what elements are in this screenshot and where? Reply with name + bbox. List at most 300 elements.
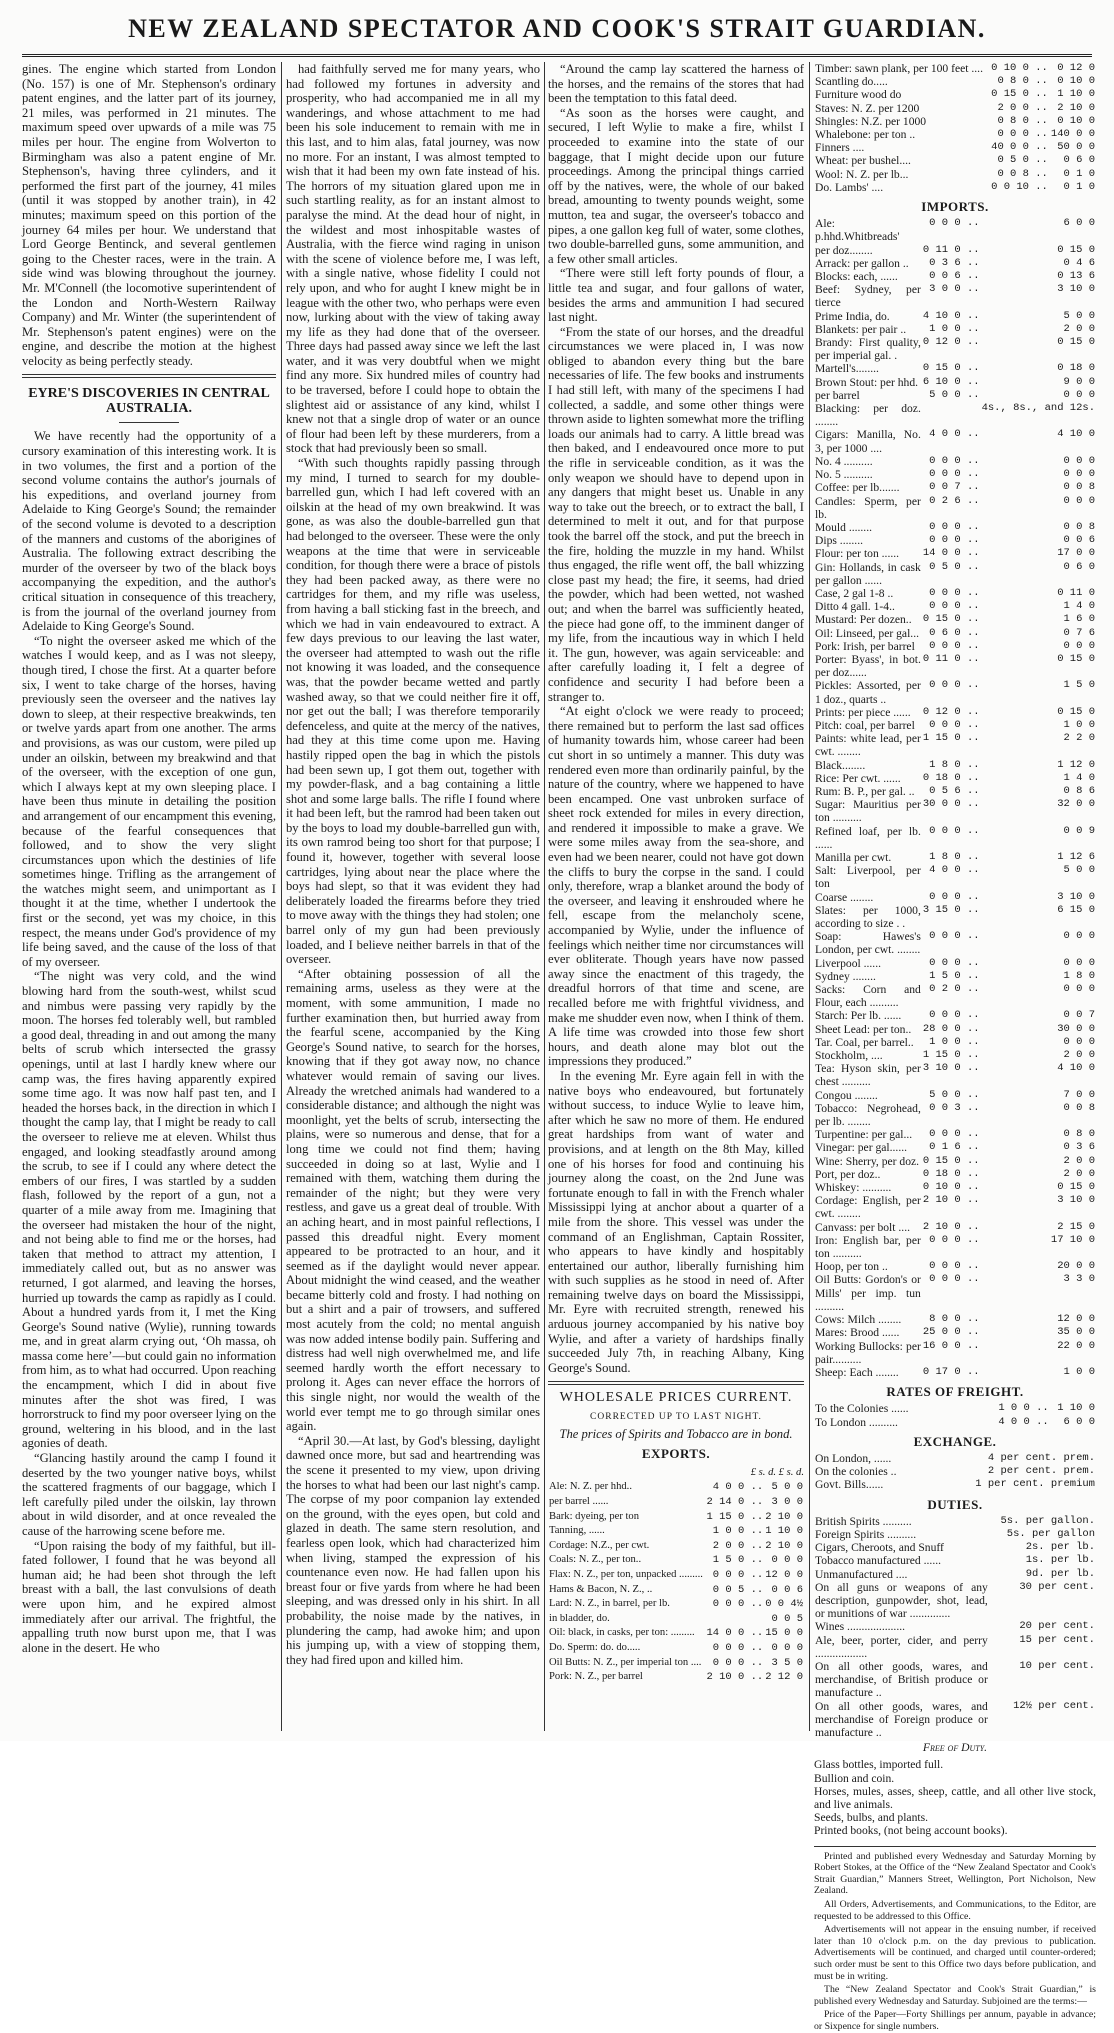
price-item: Paints: white lead, per cwt. ........: [815, 732, 921, 759]
price-item: Prints: per piece ......: [815, 705, 911, 719]
price-item: Rice: Per cwt. ......: [815, 771, 901, 785]
price-value: 2 per cent. prem.: [987, 1465, 1095, 1478]
price-item: Tobacco: Negrohead, per lb. ........: [815, 1101, 921, 1129]
price-value: 0 0 10 ..: [991, 180, 1048, 193]
price-value: 20 per cent.: [1019, 1620, 1095, 1633]
article-paragraph: “There were still left forty pounds of flour, a little tea and sugar, and four gallons of water, besides the arms and ammunition I had secured last night.: [548, 266, 804, 325]
price-item: Hams & Bacon, N. Z., ..: [549, 1583, 653, 1595]
price-item: Oil: black, in casks, per ton: .........: [549, 1627, 695, 1639]
wholesale-prices-title: WHOLESALE PRICES CURRENT.: [559, 1390, 793, 1406]
price-value: 30 0 0 ..: [922, 798, 980, 811]
price-row: [814, 679, 1096, 705]
price-value: 3 10 0: [1057, 1194, 1095, 1207]
price-value: 0 0 0 ..: [929, 1273, 980, 1286]
price-item: Oil Butts: N. Z., per imperial ton ....: [549, 1656, 702, 1668]
notice-paragraph: Advertisements will not appear in the ensuing number, if received later than 10 o'clock p.m. on the day previous to publication. Advertisements will be continued, and charged until counter-ordered; such order must be sent to this Office two days before publication, and must be in writing.: [814, 1924, 1096, 1982]
price-item: per doz........: [815, 243, 873, 257]
article-paragraph: “With such thoughts rapidly passing through my mind, I turned to search for my double-barrelled gun, which I had left covered with an oilskin at the head of my own breakwind. It was gone, as was also the double-barrelled gun that had belonged to the overseer. These were the only weapons at the time that were in serviceable condition, for though there were a brace of pistols they had been packed away, as there were no cartridges for them, and my rifle was useless, from having a ball sticking fast in the breech, and which we had in vain endeavoured to extract. A few days previous to our leaving the last water, the overseer had attempted to wash out the rifle not knowing it was loaded, and the consequence was, that the powder became wetted and partly washed away, so that we could neither fire it off, nor get out the ball; I was therefore temporarily defenceless, and quite at the mercy of the natives, had they at this time come upon me. Having hastily ripped open the bag in which the pistols had been sewn up, I got them out, together with my powder-flask, and a bag containing a little shot and some large balls. The rifle I found where it had been left, but the ramrod had been taken out by the boys to load my double-barrelled gun with, its own ramrod being too short for that purpose; I found it, however, together with several loose cartridges, lying about near the place where the boys had slept, so that it was evident they had deliberately loaded the firearms before they tried to move away with the things they had stolen; one barrel only of my gun had been previously loaded, and I believe neither barrels in that of the overseer.: [286, 456, 540, 967]
price-row: [814, 310, 1096, 323]
price-row: [814, 128, 1096, 141]
price-item: Martell's........: [815, 362, 879, 376]
price-value: 0 0 0: [1063, 468, 1095, 481]
price-row: [814, 1465, 1096, 1478]
price-item: Port, per doz..: [815, 1167, 881, 1181]
price-value: 4s., 8s., and 12s.: [981, 402, 1095, 415]
price-value: 1 15 0 ..: [922, 1049, 980, 1062]
price-value: 1 15 0 ..: [706, 1510, 764, 1523]
price-item: Salt: Liverpool, per ton: [815, 864, 921, 891]
price-value: 0 0 0 ..: [929, 890, 980, 903]
column-divider: [281, 62, 282, 1731]
price-item: To London ..........: [815, 1415, 898, 1429]
wholesale-prices-note: The prices of Spirits and Tobacco are in bond.: [559, 1426, 793, 1441]
price-row: [548, 1670, 804, 1685]
price-value: 1 8 0 ..: [929, 850, 980, 863]
price-row: [814, 1260, 1096, 1273]
price-value: 4 10 0: [1057, 428, 1095, 441]
wholesale-prices-subtitle: CORRECTED UP TO LAST NIGHT.: [590, 1412, 762, 1423]
price-value: 1 15 0 ..: [922, 732, 980, 745]
price-item: Sugar: Mauritius per ton ..........: [815, 798, 921, 825]
price-item: Candles: Sperm, per lb.: [815, 494, 921, 521]
price-item: Ale, beer, porter, cider, and perry ..................: [815, 1633, 988, 1660]
price-row: [814, 402, 1096, 428]
price-value: 0 7 6: [1063, 626, 1095, 639]
price-row: [814, 1528, 1096, 1541]
price-item: Porter: Byass', in bot. per doz......: [815, 652, 921, 680]
price-item: Arrack: per gallon ..: [815, 256, 909, 270]
price-row: [548, 1480, 804, 1495]
price-value: 0 15 0 ..: [922, 613, 980, 626]
price-item: Wine: Sherry, per doz.: [815, 1154, 920, 1168]
price-row: [814, 1128, 1096, 1141]
price-value: 2 10 0: [1057, 101, 1095, 114]
price-value: 14 0 0 ..: [922, 547, 980, 560]
price-item: Do. Sperm: do. do.....: [549, 1641, 641, 1653]
price-row: [548, 1641, 804, 1656]
price-value: 35 0 0: [1057, 1326, 1095, 1339]
price-value: 20 0 0: [1057, 1260, 1095, 1273]
price-row: [548, 1612, 804, 1627]
price-row: [548, 1510, 804, 1525]
price-row: [814, 1554, 1096, 1567]
price-value: 2 10 0: [765, 1539, 803, 1552]
price-value: 0 0 0 ..: [929, 468, 980, 481]
price-item: Scantling do.....: [815, 75, 888, 89]
price-row: [814, 75, 1096, 88]
price-row: [814, 1221, 1096, 1234]
price-value: 1 per cent. premium: [975, 1478, 1095, 1491]
price-row: [814, 851, 1096, 864]
price-value: 0 11 0 ..: [922, 243, 980, 256]
price-row: [814, 772, 1096, 785]
price-value: 3 3 0: [1063, 1273, 1095, 1286]
price-value: 3 5 0: [771, 1656, 803, 1669]
price-item: British Spirits ..........: [815, 1514, 912, 1528]
column-divider: [544, 62, 545, 1731]
price-value: 0 13 6: [1057, 270, 1095, 283]
column-2: [286, 62, 540, 1731]
price-value: 15 per cent.: [1019, 1633, 1095, 1646]
price-value: 0 15 0 ..: [922, 362, 980, 375]
price-value: 0 1 6 ..: [929, 1141, 980, 1154]
price-value: 0 6 0: [1063, 154, 1095, 167]
price-item: Stockholm, ....: [815, 1049, 883, 1063]
price-value: 0 0 0: [1063, 983, 1095, 996]
price-row: [814, 1313, 1096, 1326]
free-item: Glass bottles, imported full.: [814, 1758, 944, 1772]
price-item: Foreign Spirits ..........: [815, 1527, 917, 1541]
price-row: [814, 1062, 1096, 1088]
price-row: [814, 1402, 1096, 1415]
price-item: To the Colonies ......: [815, 1402, 909, 1416]
price-value: 0 10 0 ..: [991, 62, 1048, 74]
price-row: [814, 957, 1096, 970]
price-row: [814, 891, 1096, 904]
price-value: 0 0 5: [771, 1612, 803, 1625]
price-value: 0 0 0 ..: [929, 824, 980, 837]
article-paragraph: “At eight o'clock we were ready to proceed; there remained but to perform the last sad offices of humanity towards him, whose career had been cut short in so untimely a manner. This duty was rendered even more than ordinarily painful, by the nature of the country, where we happened to have been encamped. One vast unbroken surface of sheet rock extended for miles in every direction, and rendered it impossible to make a grave. We were some miles away from the sea-shore, and even had we been nearer, could not have got down the cliffs to bury the corpse in the sand. I could only, therefore, wrap a blanket around the body of the overseer, and leaving it enshrouded where he fell, escape from the melancholy scene, accompanied by Wylie, under the influence of feelings which neither time nor circumstances will ever obliterate. Though years have now passed away since the enactment of this tragedy, the dreadful horrors of that time and scene, are recalled before me with frightful vividness, and make me shudder even now, when I think of them. A life time was crowded into those few short hours, and death alone may blot out the impressions they produced.”: [548, 704, 804, 1069]
price-item: Wines ....................: [815, 1620, 906, 1634]
price-value: 6 15 0: [1057, 903, 1095, 916]
free-item: Seeds, bulbs, and plants.: [814, 1811, 928, 1825]
price-row: [814, 1634, 1096, 1660]
imports-title: IMPORTS.: [921, 199, 989, 215]
price-value: 1 0 0 ..: [998, 1402, 1049, 1415]
price-value: 3 10 0 ..: [922, 1062, 980, 1075]
price-value: 0 0 0: [1063, 930, 1095, 943]
price-item: Furniture wood do: [815, 88, 902, 102]
article-paragraph: “Glancing hastily around the camp I found it deserted by the two younger native boys, whilst the scattered fragments of our baggage, which I left carefully piled under the oilskin, lay thrown about in wild disorder, and at once revealed the cause of the harrowing scene before me.: [22, 1451, 276, 1538]
price-value: 0 18 0: [1057, 362, 1095, 375]
price-row: [548, 1656, 804, 1671]
price-value: 9d. per lb.: [1025, 1567, 1095, 1580]
price-row: [814, 640, 1096, 653]
price-value: 0 0 3 ..: [929, 1101, 980, 1114]
price-item: Ditto 4 gall. 1-4..: [815, 600, 895, 614]
price-value: 0 11 0: [1057, 586, 1095, 599]
price-row: [814, 1168, 1096, 1181]
article-paragraph: “The night was very cold, and the wind blowing hard from the south-west, whilst scud and nimbus were passing very rapidly by the moon. The horses fed tolerably well, but rambled a good deal, threading in and out among the many belts of scrub which intersected the grassy openings, until at last I hardly knew where our camp was, the fires having apparently expired some time ago. It was now half past ten, and I headed the horses back, in the direction in which I thought the camp lay, that I might be ready to call the overseer to relieve me at eleven. Whilst thus engaged, and looking steadfastly around among the scrub, to see if I could any where detect the embers of our fires, I was startled by a sudden flash, followed by the report of a gun, not a quarter of a mile away from me. Imagining that the overseer had mistaken the hour of the night, and not being able to find me or the horses, had taken that method to attract my attention, I immediately called out, but as no answer was returned, I got alarmed, and leaving the horses, hurried up towards the camp as rapidly as I could. About a hundred yards from it, I met the King George's Sound native (Wylie), running towards me, and in great alarm crying out, ‘Oh massa, oh massa come here’—but could gain no information from him, as to what had occurred. Upon reaching the encampment, which I did in about five minutes after the shot was fired, I was horrorstruck to find my poor overseer lying on the ground, weltering in his blood, and in the last agonies of death.: [22, 969, 276, 1451]
column-1: [22, 62, 276, 1731]
price-item: Liverpool ......: [815, 956, 882, 970]
price-row: [814, 115, 1096, 128]
price-row: [814, 732, 1096, 758]
price-value: 140 0 0: [1050, 128, 1095, 141]
price-row: [814, 1141, 1096, 1154]
article-body-continued: [286, 62, 540, 1667]
price-row: [814, 181, 1096, 194]
price-value: 3 0 0 ..: [929, 283, 980, 296]
price-value: 0 0 8: [1063, 481, 1095, 494]
article-paragraph: “To night the overseer asked me which of the watches I would keep, and as I was not sleepy, though tired, I chose the first. At a quarter before six, I went to take charge of the horses, having previously seen the overseer and the natives lay down to sleep, at their respective breakwinds, ten or twelve yards apart from one another. The arms and provisions, as was our custom, were piled up under an oilskin, between my breakwind and that of the overseer, with the exception of one gun, which I always kept at my own sleeping place. I have been thus minute in detailing the position and arrangement of our encampment this evening, because of the fearful consequences that followed, and to show the very slight circumstances upon which the destinies of life sometimes hinge. Trifling as the arrangement of the watches might seem, and unimportant as I thought it at the time, whether I undertook the first or the second, yet was my choice, in this respect, the means under God's providence of my life being saved, and the cause of the loss of that of my overseer.: [22, 633, 276, 969]
price-item: Wool: N. Z. per lb...: [815, 167, 909, 181]
price-item: Blacking: per doz. ........: [815, 402, 921, 429]
price-item: Mould ........: [815, 520, 873, 534]
price-item: per barrel ......: [549, 1496, 609, 1507]
price-value: 0 0 0 ..: [929, 217, 980, 230]
article-paragraph: “Upon raising the body of my faithful, but ill-fated follower, I found that he was beyond all human aid; he had been shot through the left breast with a ball, the last convulsions of death were upon him, and he expired almost immediately after our arrival. The frightful, the appalling truth now burst upon me, that I was alone in the desert. He who: [22, 1538, 276, 1655]
price-row: [814, 455, 1096, 468]
price-row: [814, 1023, 1096, 1036]
price-value: 1 5 0 ..: [712, 1554, 764, 1567]
price-row: [814, 653, 1096, 679]
price-value: 0 0 0 ..: [929, 454, 980, 467]
price-value: 4 0 0 ..: [929, 428, 980, 441]
price-item: Prime India, do.: [815, 309, 890, 323]
article-body-continued: [548, 62, 804, 1375]
price-item: Govt. Bills......: [815, 1478, 884, 1492]
price-value: 0 15 0 ..: [922, 1154, 980, 1167]
price-row: [814, 1581, 1096, 1621]
price-value: 0 0 0: [1063, 454, 1095, 467]
price-item: Whalebone: per ton ..: [815, 128, 916, 142]
price-value: 0 17 0 ..: [922, 1365, 980, 1378]
price-row: [814, 62, 1096, 75]
price-item: Canvass: per bolt ....: [815, 1220, 910, 1234]
price-item: Cordage: English, per cwt. ........: [815, 1194, 921, 1221]
price-row: [814, 561, 1096, 587]
column-3: [548, 62, 804, 1731]
price-value: 1 12 6: [1057, 850, 1095, 863]
price-item: Timber: sawn plank, per 100 feet ....: [815, 62, 983, 75]
price-value: 0 0 0 ..: [929, 1128, 980, 1141]
price-value: 0 5 6 ..: [929, 784, 980, 797]
price-value: 0 1 0: [1063, 167, 1095, 180]
price-value: 0 2 0 ..: [929, 983, 980, 996]
price-value: 1 0 0: [1063, 718, 1095, 731]
price-item: Sheet Lead: per ton..: [815, 1022, 912, 1036]
price-value: 5s. per gallon: [1006, 1527, 1095, 1540]
price-item: Tea: Hyson skin, per chest ..........: [815, 1062, 921, 1089]
price-row: [548, 1495, 804, 1510]
price-item: Cigars: Manilla, No. 3, per 1000 ....: [815, 428, 921, 455]
price-row: [814, 904, 1096, 930]
price-item: On the colonies ..: [815, 1465, 897, 1479]
price-item: Refined loaf, per lb. ......: [815, 824, 921, 851]
price-value: 6 0 0: [1063, 217, 1095, 230]
price-item: Flour: per ton ......: [815, 547, 900, 561]
price-item: On all other goods, wares, and merchandise, of British produce or manufacture ..: [815, 1659, 988, 1700]
price-value: 8 0 0 ..: [929, 1313, 980, 1326]
price-row: [814, 1700, 1096, 1740]
price-value: 0 15 0: [1057, 705, 1095, 718]
price-item: Unmanufactured ....: [815, 1567, 908, 1581]
price-value: 0 15 0: [1057, 336, 1095, 349]
price-row: [814, 785, 1096, 798]
price-row: [814, 1340, 1096, 1366]
price-value: 0 0 0: [771, 1641, 803, 1654]
price-item: Coffee: per lb.......: [815, 481, 900, 495]
price-value: 1 4 0: [1063, 600, 1095, 613]
price-row: [814, 376, 1096, 389]
publication-notice: [814, 1846, 1096, 2033]
price-value: 25 0 0 ..: [922, 1326, 980, 1339]
price-item: in bladder, do.: [549, 1612, 610, 1624]
price-value: 14 0 0 ..: [706, 1627, 764, 1640]
price-value: 0 0 6: [1063, 534, 1095, 547]
price-row: [814, 336, 1096, 362]
price-value: 0 15 0: [1057, 652, 1095, 665]
price-value: 28 0 0 ..: [922, 1022, 980, 1035]
headline-rule: [119, 422, 179, 423]
price-value: [922, 402, 981, 428]
article-paragraph: “Around the camp lay scattered the harness of the horses, and the remains of the stores that had been the temptation to this fatal deed.: [548, 62, 804, 106]
price-item: per barrel: [815, 388, 860, 402]
price-item: Lard: N. Z., in barrel, per lb.: [549, 1598, 670, 1610]
article-paragraph: We have recently had the opportunity of a cursory examination of this interesting work. It is in two volumes, the first and a portion of the second volume contains the author's journals of his expeditions, and overland journey from Adelaide to King George's Sound; the remainder of the second volume is devoted to a description of the manners and customs of the aborigines of Australia. The following extract describing the murder of the overseer by two of the black boys accompanying the expedition, and the author's critical situation in consequence of this treachery, is from the journal of the overland journey from Adelaide to King George's Sound.: [22, 429, 276, 634]
price-value: 2 10 0 ..: [922, 1194, 980, 1207]
price-item: Staves: N. Z. per 1200: [815, 101, 920, 115]
price-value: 0 0 0: [1063, 494, 1095, 507]
price-value: 1 5 0 ..: [929, 969, 980, 982]
price-item: Slates: per 1000, according to size . .: [815, 903, 921, 930]
price-item: Whiskey: ..........: [815, 1181, 892, 1195]
price-row: [814, 1155, 1096, 1168]
price-row: [814, 1089, 1096, 1102]
price-item: Pork: Irish, per barrel: [815, 639, 915, 653]
price-value: 1 10 0: [1057, 88, 1095, 101]
price-value: 2 0 0 ..: [997, 101, 1048, 114]
price-row: [814, 1366, 1096, 1379]
price-value: 0 0 0: [771, 1554, 803, 1567]
article-body: [22, 429, 276, 1655]
price-value: 0 10 0: [1057, 75, 1095, 88]
price-item: Starch: Per lb. ......: [815, 1009, 902, 1023]
price-row: [814, 706, 1096, 719]
price-item: On all guns or weapons of any description, gunpowder, shot, lead, or munitions of war ..............: [815, 1580, 988, 1621]
price-item: Mustard: Per dozen..: [815, 613, 912, 627]
price-item: Beef: Sydney, per tierce: [815, 283, 921, 310]
column-divider: [809, 62, 810, 1731]
article-paragraph: “April 30.—At last, by God's blessing, daylight dawned once more, but sad and heartrending was the scene it presented to my view, upon driving the horses to what had been our last night's camp. The corpse of my poor companion lay extended on the ground, with the eyes open, but cold and glazed in death. The same stern resolution, and fearless open look, which had characterized him when living, stamped the expression of his countenance even now. He had fallen upon his breast four or five yards from where he had been sleeping, and was dressed only in his shirt. In all probability, the noise made by the natives, in plundering the camp, had awoke him; and upon his jumping up, with a view of stopping them, they had fired upon and killed him.: [286, 1433, 540, 1667]
price-item: Coals: N. Z., per ton..: [549, 1554, 642, 1566]
price-value: 2 14 0 ..: [706, 1496, 764, 1508]
price-row: [814, 257, 1096, 270]
price-value: 1 12 0: [1057, 758, 1095, 771]
price-row: [814, 719, 1096, 732]
price-value: 5 0 0: [771, 1481, 803, 1494]
price-value: 2 10 0 ..: [922, 1220, 980, 1233]
price-item: Blankets: per pair ..: [815, 322, 907, 336]
price-row: [814, 534, 1096, 547]
price-item: Soap: Hawes's London, per cwt. ........: [815, 930, 921, 957]
imports-table: [814, 217, 1096, 1379]
price-value: 0 0 8: [1063, 1101, 1095, 1114]
price-value: 0 0 0 ..: [929, 586, 980, 599]
price-item: Bark: dyeing, per ton: [549, 1510, 640, 1522]
price-value: 0 0 8 ..: [997, 167, 1048, 180]
price-value: 12½ per cent.: [1013, 1699, 1095, 1712]
price-item: Tobacco manufactured ......: [815, 1554, 942, 1568]
price-item: Sydney ........: [815, 969, 876, 983]
price-row: [814, 102, 1096, 115]
price-item: Hoop, per ton ..: [815, 1260, 888, 1274]
price-value: 1s. per lb.: [1025, 1554, 1095, 1567]
price-row: [814, 1620, 1096, 1633]
price-item: Black........: [815, 758, 866, 772]
price-row: [814, 1541, 1096, 1554]
price-value: 7 0 0: [1063, 1088, 1095, 1101]
price-value: 0 11 0 ..: [922, 652, 980, 665]
price-value: 12 0 0: [765, 1568, 803, 1581]
price-value: 0 15 0: [1057, 1181, 1095, 1194]
exchange-title: EXCHANGE.: [913, 1433, 997, 1449]
price-row: [814, 600, 1096, 613]
price-item: Dips ........: [815, 534, 863, 548]
price-value: 0 3 6 ..: [929, 256, 980, 269]
price-item: Ale: N. Z. per hhd..: [549, 1481, 632, 1493]
price-value: 0 0 0 ..: [929, 520, 980, 533]
price-item: Case, 2 gal 1-8 ..: [815, 586, 894, 600]
article-paragraph: “From the state of our horses, and the dreadful circumstances we were placed in, I was now obliged to abandon every thing but the bare necessaries of life. The few books and instruments I had still left, with many of the specimens I had collected, a saddle, and some other things were thrown aside to lighten somewhat more the trifling loads our animals had to carry. A little bread was then baked, and I endeavoured once more to put the rifle in serviceable condition, as it was the only weapon we should have to depend upon in any dangers that might beset us. Unable in any way to take out the breech, or to extract the ball, I determined to melt it out, and for that purpose took the barrel off the stock, and put the breech in the fire, holding the muzzle in my hand. Whilst thus engaged, the rifle went off, the ball whizzing close past my head; the fire, it seems, had dried the powder, which had been wetted, not washed out; and when the barrel was sufficiently heated, the piece had gone off, to the imminent danger of my life, from the incautious way in which I held it. The gun, however, was again serviceable: and after carefully loading it, I felt a degree of confidence and security I had before been a stranger to.: [548, 324, 804, 704]
price-item: Tanning, ......: [549, 1525, 605, 1537]
price-value: 0 0 0: [1063, 1035, 1095, 1048]
price-value: 2s. per lb.: [1025, 1541, 1095, 1554]
railway-article-tail: gines. The engine which started from London (No. 157) is one of Mr. Stephenson's ordinary patent engines, and the latter part of its journey, 21 miles, was performed in 21 minutes. The maximum speed over upwards of a mile was 75 miles per hour. The engine from Wolverton to Birmingham was also a patent engine of Mr. Stephenson's, having three cylinders, and it performed the first part of the journey, 41 miles (until it was stopped by another train), in 42 minutes; maximum speed on this portion of the journey 64 miles per hour. We understand that Lord George Bentinck, and several gentlemen going to the Chester races, were in the train. A side wind was blowing throughout the journey. Mr. M'Connell (the locomotive superintendent of the London and North-Western Railway Company) and Mr. Winter (the superintendent of Mr. Stephenson's patent engines) were on the engine, and describe the motion at the highest velocity as being perfectly steady.: [22, 62, 276, 368]
price-row: [814, 983, 1096, 1009]
freight-title: RATES OF FREIGHT.: [886, 1384, 1024, 1400]
price-row: [814, 547, 1096, 560]
price-value: 0 0 0 ..: [929, 1260, 980, 1273]
masthead: NEW ZEALAND SPECTATOR AND COOK'S STRAIT GUARDIAN.: [128, 14, 986, 43]
price-row: [814, 1102, 1096, 1128]
price-value: 0 0 6: [771, 1583, 803, 1596]
price-value: 1 0 0 ..: [712, 1525, 764, 1538]
price-value: 9 0 0: [1063, 375, 1095, 388]
price-value: 0 0 7: [1063, 1009, 1095, 1022]
price-item: Brown Stout: per hhd.: [815, 375, 919, 389]
price-value: 0 8 0: [1063, 1128, 1095, 1141]
price-item: Do. Lambs' ....: [815, 180, 884, 194]
price-value: 2 10 0: [765, 1510, 803, 1523]
price-value: 2 0 0: [1063, 1154, 1095, 1167]
price-value: 6 0 0: [1063, 1415, 1095, 1428]
price-row: [814, 825, 1096, 851]
column-4: [814, 62, 1096, 2032]
price-item: Cows: Milch ........: [815, 1313, 902, 1327]
price-value: 0 0 0 ..: [929, 534, 980, 547]
article-paragraph: In the evening Mr. Eyre again fell in with the native boys who endeavoured, but fortunately without success, to induce Wylie to leave him, after which he saw no more of them. He endured great hardships from want of water and provisions, and at length on the 8th May, killed one of his horses for food and continuing his journey along the coast, on the 2nd June was fortunate enough to fall in with the French whaler Mississippi lying at anchor about a quarter of a mile from the shore. This vessel was under the command of an Englishman, Captain Rossiter, who appears to have kindly and hospitably entertained our author, liberally furnishing him with such supplies as he stood in need of. After remaining twelve days on board the Mississippi, Mr. Eyre with recruited strength, renewed his arduous journey accompanied by his native boy Wylie, and after a variety of hardships finally succeeded July 7th, in reaching Albany, King George's Sound.: [548, 1068, 804, 1375]
price-value: 17 10 0: [1050, 1233, 1095, 1246]
price-value: 0 0 5 ..: [712, 1583, 764, 1596]
price-value: 40 0 0 ..: [991, 141, 1048, 154]
price-row: [814, 389, 1096, 402]
price-row: [814, 270, 1096, 283]
price-value: 0 5 0 ..: [929, 560, 980, 573]
price-value: 4 0 0 ..: [929, 864, 980, 877]
price-value: 0 15 0 ..: [991, 88, 1048, 101]
price-value: 0 0 6 ..: [929, 270, 980, 283]
price-item: Working Bullocks: per pair..........: [815, 1339, 921, 1366]
article-separator: [22, 377, 276, 378]
price-row: [548, 1583, 804, 1598]
price-value: 3 10 0: [1057, 283, 1095, 296]
price-value: 0 6 0 ..: [929, 626, 980, 639]
article-paragraph: “As soon as the horses were caught, and secured, I left Wylie to make a fire, whilst I proceeded to examine into the state of our baggage, that I might decide upon our future proceedings. Among the principal things carried off by the natives, were, the whole of our baked bread, amounting to twenty pounds weight, some mutton, tea and sugar, the overseer's tobacco and pipes, a one gallon keg full of water, some clothes, two double-barrelled guns, some ammunition, and a few other small articles.: [548, 105, 804, 266]
free-of-duty-list: [814, 1758, 1096, 1837]
price-row: [814, 1273, 1096, 1313]
price-row: [814, 759, 1096, 772]
notice-paragraph: The “New Zealand Spectator and Cook's Strait Guardian,” is published every Wednesday and Saturday. Subjoined are the terms:—: [814, 1984, 1096, 2007]
price-value: 22 0 0: [1057, 1339, 1095, 1352]
price-value: 1 6 0: [1063, 613, 1095, 626]
price-value: 1 5 0: [1063, 679, 1095, 692]
price-value: [705, 1612, 764, 1627]
price-value: 1 10 0: [1057, 1402, 1095, 1415]
price-item: Brandy: First quality, per imperial gal. .: [815, 336, 921, 363]
price-value: 2 0 0: [1063, 322, 1095, 335]
